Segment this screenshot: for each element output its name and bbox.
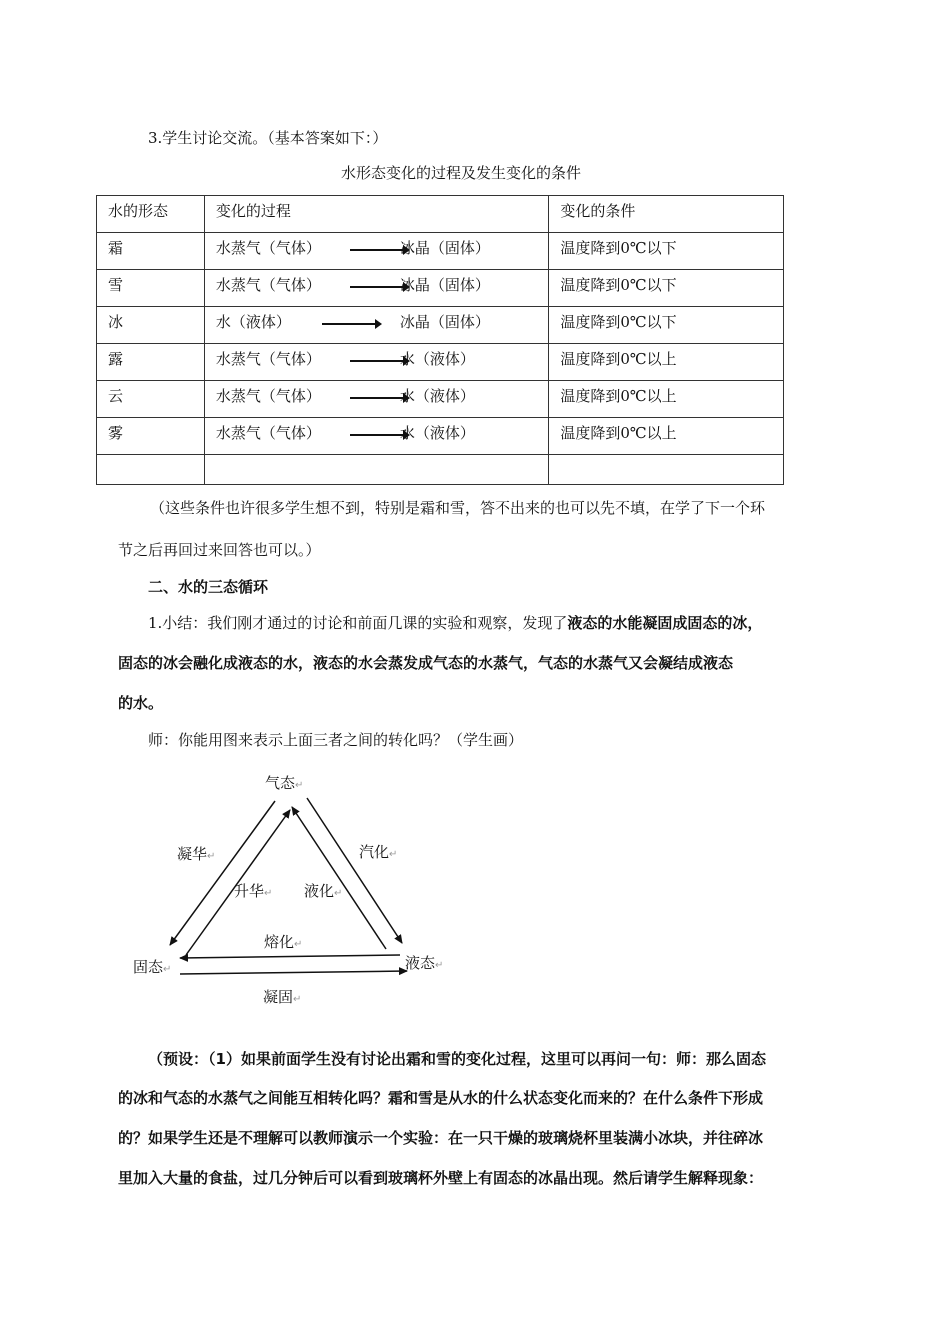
table-row <box>97 233 784 270</box>
summary-prefix: 1.小结：我们刚才通过的讨论和前面几课的实验和观察，发现了 <box>148 614 568 632</box>
cell-form: 霜 <box>97 233 205 270</box>
label-yehua: 液化↵ <box>304 882 343 900</box>
header-condition: 变化的条件 <box>549 196 784 233</box>
para-mark-icon: ↵ <box>207 851 216 862</box>
table-header-row <box>97 196 784 233</box>
state-change-table <box>96 195 784 485</box>
process-to: 水（液体） <box>399 350 475 368</box>
summary-bold-1: 液态的水能凝固成固态的冰， <box>567 614 763 632</box>
cell-form: 露 <box>97 344 205 381</box>
arrow-qihua <box>307 798 402 943</box>
arrow-icon <box>322 323 380 325</box>
process-from: 水蒸气（气体） <box>215 276 321 294</box>
table-row <box>97 307 784 344</box>
cell-form: 雾 <box>97 418 205 455</box>
label-liquid: 液态↵ <box>405 954 444 972</box>
para-mark-icon: ↵ <box>295 780 304 791</box>
teacher-question: 师：你能用图来表示上面三者之间的转化吗？（学生画） <box>148 731 524 749</box>
cell-process <box>204 418 548 455</box>
cell-process <box>204 344 548 381</box>
preset-line-1: （预设：（1）如果前面学生没有讨论出霜和雪的变化过程，这里可以再问一句：师：那么固态 <box>148 1050 766 1068</box>
table-row <box>97 418 784 455</box>
preset-line-4: 里加入大量的食盐，过几分钟后可以看到玻璃杯外壁上有固态的冰晶出现。然后请学生解释现象： <box>118 1169 764 1187</box>
cell-condition: 温度降到0℃以上 <box>549 344 784 381</box>
process-to: 冰晶（固体） <box>399 276 490 294</box>
process-from: 水蒸气（气体） <box>215 239 321 257</box>
empty-cell <box>97 455 205 485</box>
cell-condition: 温度降到0℃以下 <box>549 307 784 344</box>
process-to: 冰晶（固体） <box>399 313 490 331</box>
cell-process <box>204 381 548 418</box>
label-qihua: 汽化↵ <box>359 843 398 861</box>
cell-condition: 温度降到0℃以下 <box>549 233 784 270</box>
cell-process <box>204 233 548 270</box>
label-solid: 固态↵ <box>133 958 172 976</box>
state-cycle-diagram <box>120 765 460 1015</box>
process-to: 水（液体） <box>399 387 475 405</box>
cell-condition: 温度降到0℃以上 <box>549 418 784 455</box>
summary-line-3: 的水。 <box>118 694 164 712</box>
cell-form: 云 <box>97 381 205 418</box>
para-mark-icon: ↵ <box>334 888 343 899</box>
section-heading: 二、水的三态循环 <box>148 578 269 596</box>
table-row <box>97 381 784 418</box>
summary-line-2: 固态的冰会融化成液态的水，液态的水会蒸发成气态的水蒸气，气态的水蒸气又会凝结成液态 <box>118 654 734 672</box>
arrow-ninggu <box>180 971 407 974</box>
cell-form: 雪 <box>97 270 205 307</box>
preset-line-3: 的？如果学生还是不理解可以教师演示一个实验：在一只干燥的玻璃烧杯里装满小冰块，并往碎冰 <box>118 1129 764 1147</box>
label-gas: 气态↵ <box>265 774 304 792</box>
cell-process <box>204 307 548 344</box>
process-from: 水蒸气（气体） <box>215 350 321 368</box>
empty-cell <box>204 455 548 485</box>
header-process: 变化的过程 <box>204 196 548 233</box>
para-mark-icon: ↵ <box>294 939 303 950</box>
label-ninggu: 凝固↵ <box>263 988 302 1006</box>
process-to: 水（液体） <box>399 424 475 442</box>
table-row <box>97 270 784 307</box>
para-mark-icon: ↵ <box>435 960 444 971</box>
arrow-yehua <box>292 807 386 949</box>
intro-text: 3.学生讨论交流。（基本答案如下：） <box>148 129 388 147</box>
note-line-2: 节之后再回过来回答也可以。） <box>118 541 321 559</box>
para-mark-icon: ↵ <box>389 849 398 860</box>
header-form: 水的形态 <box>97 196 205 233</box>
cell-condition: 温度降到0℃以上 <box>549 381 784 418</box>
process-from: 水蒸气（气体） <box>215 424 321 442</box>
process-from: 水（液体） <box>215 313 291 331</box>
process-from: 水蒸气（气体） <box>215 387 321 405</box>
note-line-1: （这些条件也许很多学生想不到，特别是霜和雪，答不出来的也可以先不填，在学了下一个环 <box>150 499 766 517</box>
para-mark-icon: ↵ <box>293 994 302 1005</box>
process-to: 冰晶（固体） <box>399 239 490 257</box>
empty-cell <box>549 455 784 485</box>
label-ninghua: 凝华↵ <box>177 845 216 863</box>
para-mark-icon: ↵ <box>264 888 273 899</box>
table-empty-row <box>97 455 784 485</box>
table-title: 水形态变化的过程及发生变化的条件 <box>341 164 582 182</box>
cell-form: 冰 <box>97 307 205 344</box>
para-mark-icon: ↵ <box>163 964 172 975</box>
summary-line-1 <box>148 612 762 634</box>
preset-line-2: 的冰和气态的水蒸气之间能互相转化吗？霜和雪是从水的什么状态变化而来的？在什么条件下形成 <box>118 1089 764 1107</box>
label-ronghua: 熔化↵ <box>264 933 303 951</box>
arrow-ninghua <box>170 801 275 945</box>
label-shenghua: 升华↵ <box>234 882 273 900</box>
cell-process <box>204 270 548 307</box>
cell-condition: 温度降到0℃以下 <box>549 270 784 307</box>
table-row <box>97 344 784 381</box>
